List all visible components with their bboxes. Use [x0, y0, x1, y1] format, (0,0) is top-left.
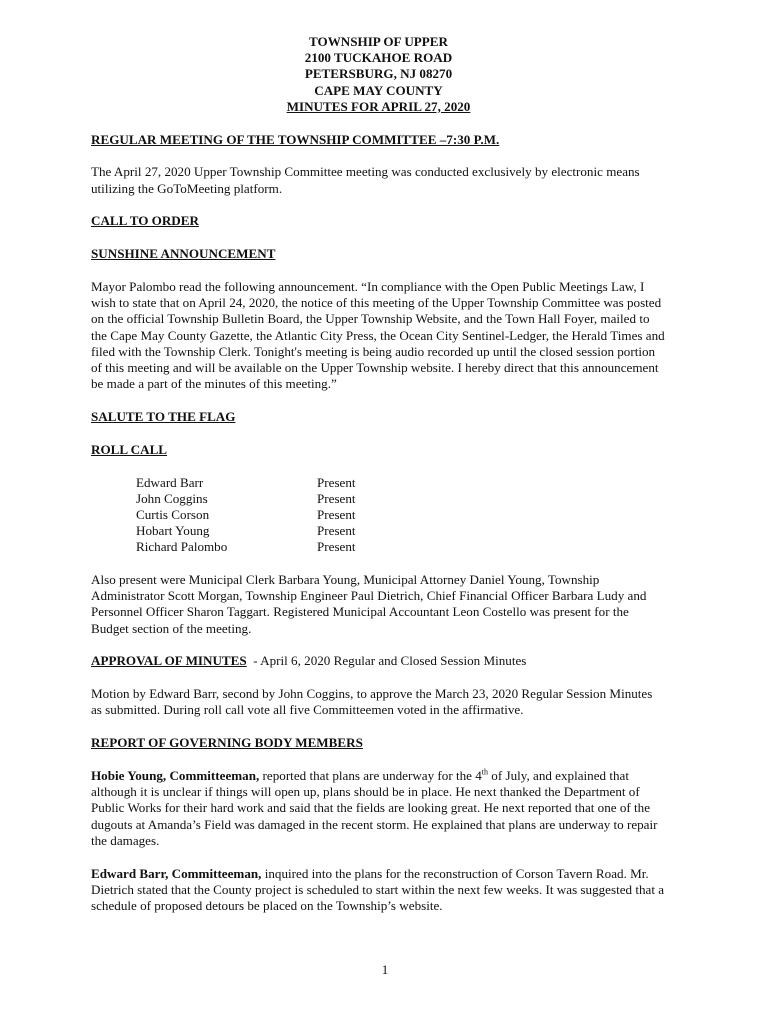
roll-call-row [136, 523, 666, 539]
roll-call-row [136, 475, 666, 491]
approval-line [91, 653, 666, 669]
member-name: John Coggins [136, 490, 208, 506]
young-text-start: reported that plans are underway for the 4 [259, 768, 482, 784]
approval-motion-paragraph: Motion by Edward Barr, second by John Coggins, to approve the March 23, 2020 Regular Session Minutes as submitted. During roll call vote all five Committeemen voted in the affirmative. [91, 686, 653, 718]
member-status: Present [317, 490, 356, 506]
header-city: PETERSBURG, NJ 08270 [304, 66, 453, 82]
document-header [91, 34, 666, 115]
young-name: Hobie Young, Committeeman, [91, 768, 260, 784]
salute-heading: SALUTE TO THE FLAG [91, 408, 236, 424]
roll-call-row [136, 507, 666, 523]
young-text-end: of July, and explained that although it is unclear if things will open up, plans should be in place. He next thanked the Department of Public Works for their hard work and said that the fields are looking great. He next reported that one of the dugouts at Amanda’s Field was damaged in the recent storm. He explained that plans are underway to repair the damages. [91, 768, 658, 848]
roll-call-row [136, 539, 666, 555]
header-county: CAPE MAY COUNTY [314, 82, 443, 98]
minutes-page [91, 34, 666, 914]
member-name: Edward Barr [136, 474, 204, 490]
header-address: 2100 TUCKAHOE ROAD [304, 50, 453, 66]
page-number: 1 [381, 962, 389, 977]
barr-text: inquired into the plans for the reconstruction of Corson Tavern Road. Mr. Dietrich stated that the County project is scheduled to start within the next few weeks. It was suggested that a schedule of proposed detours be placed on the Township’s website. [91, 865, 665, 914]
sunshine-paragraph: Mayor Palombo read the following announcement. “In compliance with the Open Public Meetings Law, I wish to state that on April 24, 2020, the notice of this meeting of the Upper Township Committee was posted on the official Township Bulletin Board, the Upper Township Website, and the Town Hall Foyer, mailed to the Cape May County Gazette, the Atlantic City Press, the Ocean City Sentinel-Ledger, the Herald Times and filed with the Township Clerk. Tonight's meeting is being audio recorded up until the closed session portion of this meeting and will be available on the Upper Township website. I hereby direct that this announcement be made a part of the minutes of this meeting.” [91, 278, 665, 392]
member-status: Present [317, 523, 356, 539]
member-name: Curtis Corson [136, 506, 210, 522]
young-report-paragraph [91, 768, 666, 849]
meeting-title: REGULAR MEETING OF THE TOWNSHIP COMMITTEE –7:30 P.M. [91, 131, 500, 147]
ordinal-suffix: th [481, 767, 489, 777]
intro-paragraph: The April 27, 2020 Upper Township Committee meeting was conducted exclusively by electronic means utilizing the GoToMeeting platform. [91, 164, 640, 196]
member-status: Present [317, 539, 356, 555]
call-to-order-heading: CALL TO ORDER [91, 213, 199, 229]
approval-detail: - April 6, 2020 Regular and Closed Session Minutes [246, 653, 527, 669]
header-township: TOWNSHIP OF UPPER [309, 34, 448, 49]
member-status: Present [317, 506, 356, 522]
roll-call-row [136, 491, 666, 507]
member-status: Present [317, 474, 356, 490]
member-name: Richard Palombo [136, 539, 228, 555]
roll-call-list [136, 475, 666, 556]
also-present-paragraph: Also present were Municipal Clerk Barbara Young, Municipal Attorney Daniel Young, Township Administrator Scott Morgan, Township Engineer Paul Dietrich, Chief Financial Officer Barbara Ludy and Personnel Officer Sharon Taggart. Registered Municipal Accountant Leon Costello was present for the Budget section of the meeting. [91, 572, 647, 636]
roll-call-heading: ROLL CALL [91, 441, 168, 457]
header-minutes-date: MINUTES FOR APRIL 27, 2020 [286, 98, 471, 114]
barr-name: Edward Barr, Committeeman, [91, 865, 262, 881]
approval-heading: APPROVAL OF MINUTES [91, 653, 247, 669]
barr-report-paragraph [91, 866, 666, 915]
sunshine-heading: SUNSHINE ANNOUNCEMENT [91, 246, 276, 262]
report-heading: REPORT OF GOVERNING BODY MEMBERS [91, 735, 363, 751]
member-name: Hobart Young [136, 523, 210, 539]
